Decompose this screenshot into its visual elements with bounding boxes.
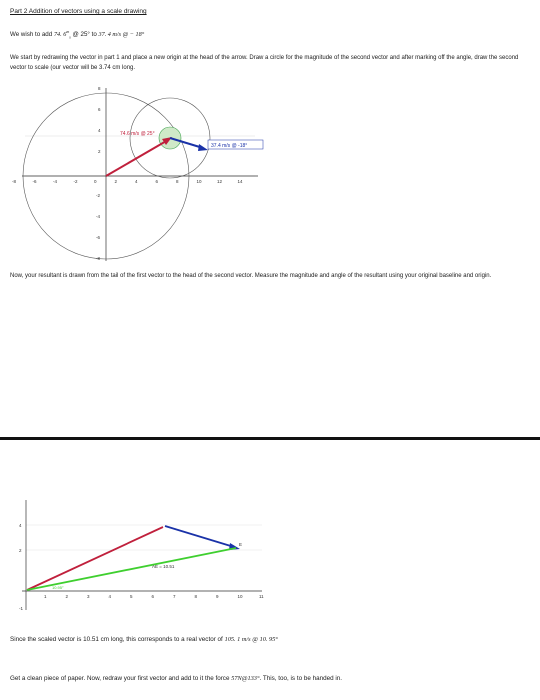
graph1-y-tick-label: -8 <box>96 256 101 261</box>
instruction-paragraph-2: Now, your resultant is drawn from the tail of the first vector to the head of the second vector. Measure the magnitude and angle of the resultant using your original baseline and origin. <box>10 273 492 279</box>
graph2-angle-label: 10.95° <box>52 585 64 590</box>
graph1-vector2-label: 37.4 m/s @ -18° <box>211 143 248 149</box>
graph1-x-tick-label: 2 <box>114 179 118 184</box>
graph2-x-tick-label: 9 <box>216 594 219 599</box>
homework-suffix: . This, too, is to be handed in. <box>259 675 342 682</box>
homework-text: Get a clean piece of paper. Now, redraw your first vector and add to it the force <box>10 675 230 682</box>
graph2-x-tick-label: 4 <box>108 594 112 599</box>
real-vector-value: 105. 1 m/s @ 10. 95° <box>224 636 278 643</box>
graph2-resultant-arrow <box>27 548 236 590</box>
vector1-unit-denominator: s <box>69 34 71 40</box>
graph1-x-tick-label: 10 <box>196 179 202 184</box>
graph1-x-tick-label: -8 <box>12 179 17 184</box>
graph1-y-tick-label: -2 <box>96 193 101 198</box>
graph1-x-tick-label: 14 <box>237 179 243 184</box>
graph1-x-tick-label: -6 <box>32 179 37 184</box>
graph1-vector2-arrowhead <box>198 144 208 151</box>
graph1-y-tick-label: 8 <box>98 86 101 91</box>
graph2-x-tick-label: 5 <box>130 594 133 599</box>
graph2-x-tick-label: 8 <box>194 594 198 599</box>
graph2-x-tick-label: 11 <box>259 594 264 599</box>
graph1-x-tick-label: 4 <box>135 179 138 184</box>
graph1-y-tick-label: -4 <box>96 214 101 219</box>
graph1-vector1-label: 74.6 m/s @ 25° <box>120 131 155 137</box>
section-divider <box>0 437 540 440</box>
resultant-vector-graph <box>0 492 540 622</box>
graph2-x-tick-label: 1 <box>44 594 47 599</box>
graph2-x-tick-label: 6 <box>151 594 155 599</box>
intro-to: to <box>91 31 97 39</box>
graph1-x-tick-label: -2 <box>73 179 78 184</box>
graph2-vector1-arrow <box>27 527 163 590</box>
vector1-magnitude: 74. 6 <box>53 31 67 39</box>
intro-prefix: We wish to add <box>10 31 53 39</box>
graph1-y-tick-label: 4 <box>98 128 101 133</box>
graph2-vector2-arrow <box>165 526 234 547</box>
homework-instruction <box>10 675 342 682</box>
graph2-y-tick-label: 2 <box>19 548 22 553</box>
graph1-vector1-arrow <box>106 140 168 176</box>
instruction-paragraph-1: We start by redrawing the vector in part 1 and place a new origin at the head of the arrow. Draw a circle for the magnitude of the second vector and after marking off the angle, draw the second vector to scale (our vector will be 3.74 cm long. <box>10 55 519 71</box>
graph2-x-tick-label: 7 <box>173 594 176 599</box>
graph2-x-tick-label: 10 <box>237 594 243 599</box>
conversion-text: Since the scaled vector is 10.51 cm long, this corresponds to a real vector of <box>10 636 223 643</box>
vector1-angle: @ 25° <box>72 31 90 39</box>
conversion-sentence <box>10 636 278 643</box>
graph2-resultant-label: AE = 10.51 <box>152 564 175 569</box>
force-value: 57N@133° <box>231 675 260 682</box>
vector-circle-graph <box>0 86 540 266</box>
intro-line <box>10 29 144 39</box>
vector2-value: 37. 4 m/s @ − 18° <box>98 31 145 39</box>
graph1-x-tick-label: 8 <box>176 179 179 184</box>
graph1-x-tick-label: 6 <box>155 179 159 184</box>
page-title: Part 2 Addition of vectors using a scale drawing <box>10 8 147 15</box>
graph1-x-tick-label: 12 <box>217 179 223 184</box>
graph2-head-label: E <box>239 542 243 547</box>
graph1-y-tick-label: 6 <box>98 107 101 112</box>
graph2-y-tick-label: 4 <box>19 523 22 528</box>
graph1-y-tick-label: -6 <box>96 235 101 240</box>
graph2-y-tick-label: -1 <box>19 606 24 611</box>
vector1-unit-numerator: m <box>66 29 70 34</box>
graph2-x-tick-label: 3 <box>87 594 90 599</box>
graph1-y-tick-label: 2 <box>98 149 101 154</box>
graph1-x-tick-label: 0 <box>94 179 97 184</box>
graph1-x-tick-label: -4 <box>53 179 58 184</box>
graph2-x-tick-label: 2 <box>65 594 69 599</box>
